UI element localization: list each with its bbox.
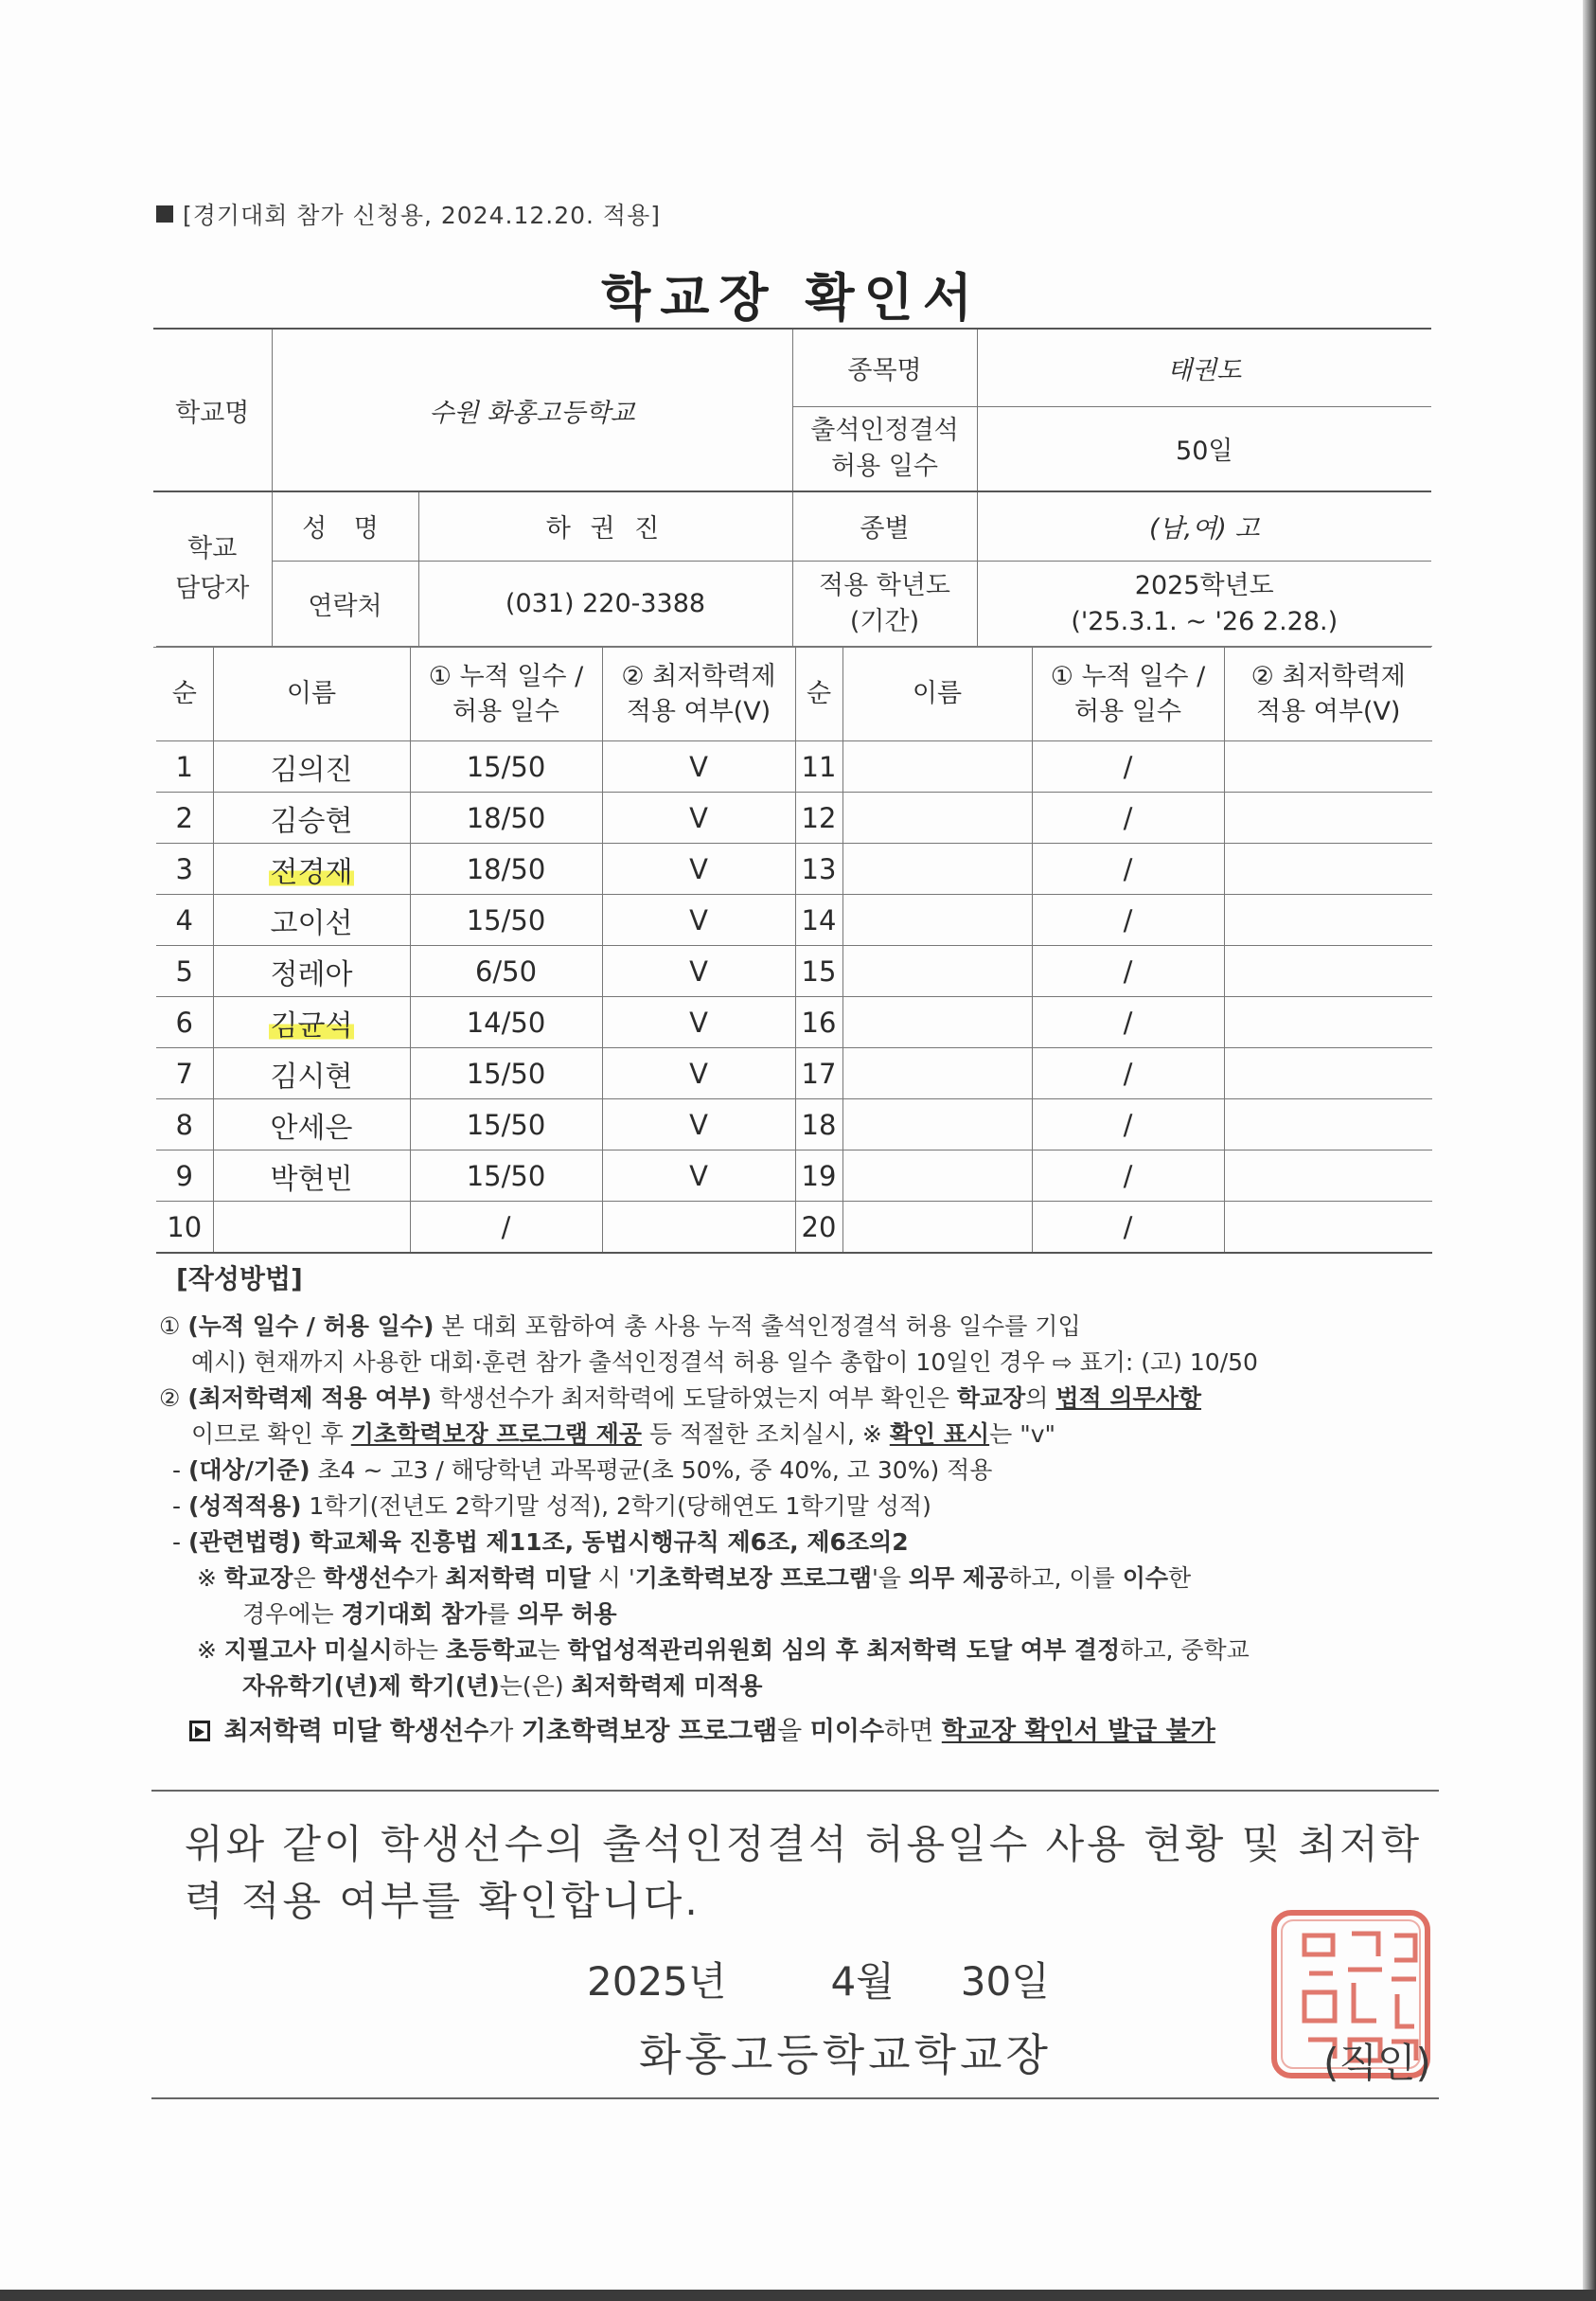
m-l10-f: 하고, 중학교 xyxy=(1120,1636,1250,1664)
col-header-name-right: 이름 xyxy=(842,647,1032,741)
table-row xyxy=(156,1150,1432,1202)
method-l7-bold: (관련법령) xyxy=(187,1528,302,1556)
method-l4-b: 기초학력보장 프로그램 제공 xyxy=(350,1420,642,1448)
page-edge-shadow xyxy=(1583,0,1596,2301)
m-l12-b: 가 xyxy=(488,1717,522,1746)
m-l8-g: 기초학력보장 프로그램 xyxy=(634,1564,872,1592)
row-no: 6 xyxy=(156,997,213,1048)
name-value: 하 권 진 xyxy=(418,491,792,561)
row-name: 김시현 xyxy=(213,1048,410,1099)
m-l10-e: 학업성적관리위원회 심의 후 최저학력 도달 여부 결정 xyxy=(567,1636,1121,1664)
method-line-12 xyxy=(159,1714,1437,1750)
date-month: 4월 xyxy=(830,1958,895,2005)
m-l9-b: 경기대회 참가 xyxy=(341,1600,488,1628)
m-l8-k: 이수 xyxy=(1122,1564,1168,1592)
m-l8-d: 가 xyxy=(415,1564,446,1592)
method-line-3 xyxy=(159,1381,1437,1417)
date-line xyxy=(587,1951,1050,2007)
highlighted-name: 전경재 xyxy=(270,855,353,889)
method-l6-text: 1학기(전년도 2학기말 성적), 2학기(당해연도 1학기말 성적) xyxy=(301,1492,931,1520)
year-cell xyxy=(977,561,1431,647)
table-row xyxy=(156,741,1432,793)
col-header-days: ① 누적 일수 / 허용 일수 xyxy=(410,647,602,741)
row-days: 18/50 xyxy=(410,793,602,844)
circled-two: ② xyxy=(159,1384,181,1412)
method-line-2: 예시) 현재까지 사용한 대회·훈련 참가 출석인정결석 허용 일수 총합이 10일인 경우 ⇨ 표기: (고) 10/50 xyxy=(191,1348,1258,1376)
manager-label: 학교 담당자 xyxy=(153,491,272,647)
row-no-right: 17 xyxy=(795,1048,842,1099)
row-name-right xyxy=(842,793,1032,844)
closing-statement: 위와 같이 학생선수의 출석인정결석 허용일수 사용 현황 및 최저학력 적용 여부를 확인합니다. xyxy=(185,1821,1423,1924)
allow-days-label: 출석인정결석 허용 일수 xyxy=(792,406,977,491)
row-days-right: / xyxy=(1032,895,1224,946)
row-days-right: / xyxy=(1032,946,1224,997)
table-row xyxy=(156,844,1432,895)
allow-days-value: 50일 xyxy=(977,406,1431,491)
row-name-right xyxy=(842,946,1032,997)
row-min-check: V xyxy=(602,997,795,1048)
col-header-no-right: 순 xyxy=(795,647,842,741)
method-line-11 xyxy=(159,1668,1437,1704)
table-row xyxy=(156,946,1432,997)
m-l8-j: 하고, 이를 xyxy=(1008,1564,1123,1592)
method-l3-b: 학교장 xyxy=(956,1384,1026,1412)
date-day: 30일 xyxy=(960,1958,1050,2005)
row-min-check: V xyxy=(602,1048,795,1099)
method-line-10: ※ 지필고사 미실시하는 초등학교는 학업성적관리위원회 심의 후 최저학력 도달 여부 결정하고, 중학교 xyxy=(197,1636,1250,1664)
method-l3-c: 의 xyxy=(1025,1384,1056,1412)
method-line-4 xyxy=(159,1417,1437,1453)
divider-top xyxy=(151,1790,1439,1792)
sport-value: 태권도 xyxy=(977,329,1431,406)
m-l8-h: '을 xyxy=(871,1564,909,1592)
row-min-check: V xyxy=(602,741,795,793)
row-no: 4 xyxy=(156,895,213,946)
col-header-min: ② 최저학력제 적용 여부(V) xyxy=(602,647,795,741)
year-range: ('25.3.1. ~ '26 2.28.) xyxy=(1071,606,1339,636)
seal-label: (직인) xyxy=(1323,2040,1431,2086)
m-l12-d: 을 xyxy=(777,1717,810,1746)
method-l4-c: 등 적절한 조치실시, ※ xyxy=(641,1420,890,1448)
row-days-right: / xyxy=(1032,844,1224,895)
row-name xyxy=(213,844,410,895)
square-bullet-icon xyxy=(156,205,173,223)
row-days: 15/50 xyxy=(410,1048,602,1099)
type-value: (남,여) 고 xyxy=(977,491,1431,561)
page-bottom-edge xyxy=(0,2290,1596,2301)
sport-label: 종목명 xyxy=(792,329,977,406)
row-min-check-right xyxy=(1224,1202,1432,1254)
row-min-check-right xyxy=(1224,1099,1432,1150)
header-note xyxy=(156,197,661,231)
contact-label: 연락처 xyxy=(272,561,418,647)
row-no: 7 xyxy=(156,1048,213,1099)
method-l1-bold: (누적 일수 / 허용 일수) xyxy=(187,1312,434,1340)
method-l4-e: 는 "v" xyxy=(989,1420,1056,1448)
row-name-right xyxy=(842,1150,1032,1202)
signer-name: 화홍고등학교학교장 xyxy=(639,2029,1052,2080)
method-title: [작성방법] xyxy=(176,1263,303,1294)
row-no-right: 12 xyxy=(795,793,842,844)
row-no-right: 19 xyxy=(795,1150,842,1202)
row-no-right: 13 xyxy=(795,844,842,895)
m-l11-c: 최저학력제 미적용 xyxy=(571,1672,763,1700)
row-no-right: 18 xyxy=(795,1099,842,1150)
row-days: 15/50 xyxy=(410,741,602,793)
row-no-right: 15 xyxy=(795,946,842,997)
row-name: 정레아 xyxy=(213,946,410,997)
row-name: 김승현 xyxy=(213,793,410,844)
row-min-check-right xyxy=(1224,1150,1432,1202)
m-l8-c: 학생선수 xyxy=(323,1564,416,1592)
method-line-1 xyxy=(159,1309,1437,1345)
method-l4-a: 이므로 확인 후 xyxy=(191,1420,351,1448)
row-days-right: / xyxy=(1032,1202,1224,1254)
row-no: 8 xyxy=(156,1099,213,1150)
row-no-right: 20 xyxy=(795,1202,842,1254)
m-l12-e: 미이수 xyxy=(809,1717,885,1746)
row-days: 18/50 xyxy=(410,844,602,895)
row-min-check-right xyxy=(1224,793,1432,844)
row-min-check: V xyxy=(602,844,795,895)
student-table xyxy=(156,646,1432,1254)
m-l10-a: 지필고사 미실시 xyxy=(223,1636,393,1664)
row-days: 15/50 xyxy=(410,895,602,946)
m-l9-d: 의무 허용 xyxy=(517,1600,617,1628)
col-header-min-right: ② 최저학력제 적용 여부(V) xyxy=(1224,647,1432,741)
row-name: 안세은 xyxy=(213,1099,410,1150)
highlighted-name: 김균석 xyxy=(270,1008,353,1043)
table-header-row xyxy=(156,647,1432,741)
method-line-7: - (관련법령) 학교체육 진흥법 제11조, 동법시행규칙 제6조, 제6조의2 xyxy=(172,1528,909,1556)
row-days-right: / xyxy=(1032,741,1224,793)
row-min-check: V xyxy=(602,793,795,844)
contact-value: (031) 220-3388 xyxy=(418,561,792,647)
row-min-check: V xyxy=(602,1099,795,1150)
year-value: 2025학년도 xyxy=(1134,570,1274,600)
m-l10-d: 는 xyxy=(537,1636,568,1664)
method-l3-bold: (최저학력제 적용 여부) xyxy=(187,1384,432,1412)
date-year: 2025년 xyxy=(587,1958,727,2005)
m-l8-i: 의무 제공 xyxy=(908,1564,1009,1592)
method-l3-a: 학생선수가 최저학력에 도달하였는지 여부 확인은 xyxy=(432,1384,957,1412)
circled-one: ① xyxy=(159,1312,181,1340)
writing-method-section xyxy=(159,1261,1437,1750)
m-l8-e: 최저학력 미달 xyxy=(445,1564,591,1592)
method-l3-d: 법적 의무사항 xyxy=(1055,1384,1202,1412)
table-row xyxy=(156,895,1432,946)
page-title: 학교장 확인서 xyxy=(601,268,982,328)
row-days: 14/50 xyxy=(410,997,602,1048)
row-name-right xyxy=(842,741,1032,793)
method-l6-bold: (성적적용) xyxy=(187,1492,302,1520)
m-l9-a: 경우에는 xyxy=(242,1600,342,1628)
school-label: 학교명 xyxy=(153,329,272,491)
row-name-right xyxy=(842,1099,1032,1150)
header-note-text: [경기대회 참가 신청용, 2024.12.20. 적용] xyxy=(183,202,661,229)
year-label: 적용 학년도 (기간) xyxy=(792,561,977,647)
table-row xyxy=(156,793,1432,844)
method-l7-text: 학교체육 진흥법 제11조, 동법시행규칙 제6조, 제6조의2 xyxy=(301,1528,909,1556)
row-no: 10 xyxy=(156,1202,213,1254)
method-line-5: - (대상/기준) 초4 ~ 고3 / 해당학년 과목평균(초 50%, 중 40%, 고 30%) 적용 xyxy=(172,1456,993,1484)
method-l1-text: 본 대회 포함하여 총 사용 누적 출석인정결석 허용 일수를 기입 xyxy=(434,1312,1081,1340)
row-name-right xyxy=(842,895,1032,946)
divider-bottom xyxy=(151,2097,1439,2099)
method-line-9 xyxy=(159,1596,1437,1632)
m-l8-l: 한 xyxy=(1168,1564,1192,1592)
row-min-check: V xyxy=(602,946,795,997)
row-min-check-right xyxy=(1224,997,1432,1048)
row-name xyxy=(213,1202,410,1254)
m-l8-f: 시 ' xyxy=(590,1564,635,1592)
method-l5-bold: (대상/기준) xyxy=(187,1456,310,1484)
method-line-8: ※ 학교장은 학생선수가 최저학력 미달 시 '기초학력보장 프로그램'을 의무 제공하고, 이를 이수한 xyxy=(197,1564,1192,1592)
table-row xyxy=(156,997,1432,1048)
row-no: 5 xyxy=(156,946,213,997)
m-l9-c: 를 xyxy=(487,1600,518,1628)
row-days-right: / xyxy=(1032,997,1224,1048)
table-row xyxy=(156,1048,1432,1099)
row-min-check-right xyxy=(1224,741,1432,793)
row-name: 김의진 xyxy=(213,741,410,793)
row-min-check-right xyxy=(1224,1048,1432,1099)
row-name-right xyxy=(842,1202,1032,1254)
row-days-right: / xyxy=(1032,793,1224,844)
table-row xyxy=(156,1202,1432,1254)
m-l12-c: 기초학력보장 프로그램 xyxy=(521,1717,778,1746)
row-days: 15/50 xyxy=(410,1150,602,1202)
m-l11-b: 는(은) xyxy=(499,1672,572,1700)
row-days-right: / xyxy=(1032,1150,1224,1202)
row-min-check xyxy=(602,1202,795,1254)
method-l5-text: 초4 ~ 고3 / 해당학년 과목평균(초 50%, 중 40%, 고 30%) 적용 xyxy=(310,1456,993,1484)
table-row xyxy=(156,1099,1432,1150)
method-l4-d: 확인 표시 xyxy=(889,1420,990,1448)
row-days-right: / xyxy=(1032,1048,1224,1099)
row-no-right: 16 xyxy=(795,997,842,1048)
row-no: 1 xyxy=(156,741,213,793)
row-min-check: V xyxy=(602,895,795,946)
m-l8-a: 학교장 xyxy=(223,1564,293,1592)
arrow-box-icon xyxy=(189,1721,210,1741)
row-no-right: 14 xyxy=(795,895,842,946)
row-name xyxy=(213,997,410,1048)
col-header-name: 이름 xyxy=(213,647,410,741)
method-line-6: - (성적적용) 1학기(전년도 2학기말 성적), 2학기(당해연도 1학기말 성적) xyxy=(172,1492,931,1520)
row-name: 박현빈 xyxy=(213,1150,410,1202)
row-name-right xyxy=(842,997,1032,1048)
type-label: 종별 xyxy=(792,491,977,561)
row-days: 6/50 xyxy=(410,946,602,997)
row-min-check: V xyxy=(602,1150,795,1202)
col-header-days-right: ① 누적 일수 / 허용 일수 xyxy=(1032,647,1224,741)
row-days: / xyxy=(410,1202,602,1254)
row-name: 고이선 xyxy=(213,895,410,946)
row-no-right: 11 xyxy=(795,741,842,793)
row-min-check-right xyxy=(1224,895,1432,946)
row-name-right xyxy=(842,1048,1032,1099)
row-days: 15/50 xyxy=(410,1099,602,1150)
row-no: 2 xyxy=(156,793,213,844)
row-name-right xyxy=(842,844,1032,895)
m-l10-b: 하는 xyxy=(392,1636,446,1664)
m-l12-g: 학교장 확인서 발급 불가 xyxy=(941,1717,1215,1746)
m-l8-b: 은 xyxy=(293,1564,324,1592)
row-no: 9 xyxy=(156,1150,213,1202)
row-min-check-right xyxy=(1224,946,1432,997)
row-no: 3 xyxy=(156,844,213,895)
m-l10-c: 초등학교 xyxy=(445,1636,538,1664)
name-label: 성 명 xyxy=(272,491,418,561)
m-l11-a: 자유학기(년)제 학기(년) xyxy=(242,1672,500,1700)
info-table xyxy=(153,328,1431,648)
col-header-no: 순 xyxy=(156,647,213,741)
row-min-check-right xyxy=(1224,844,1432,895)
row-days-right: / xyxy=(1032,1099,1224,1150)
school-value: 수원 화홍고등학교 xyxy=(272,329,792,491)
m-l12-a: 최저학력 미달 학생선수 xyxy=(223,1717,489,1746)
m-l12-f: 하면 xyxy=(884,1717,942,1746)
